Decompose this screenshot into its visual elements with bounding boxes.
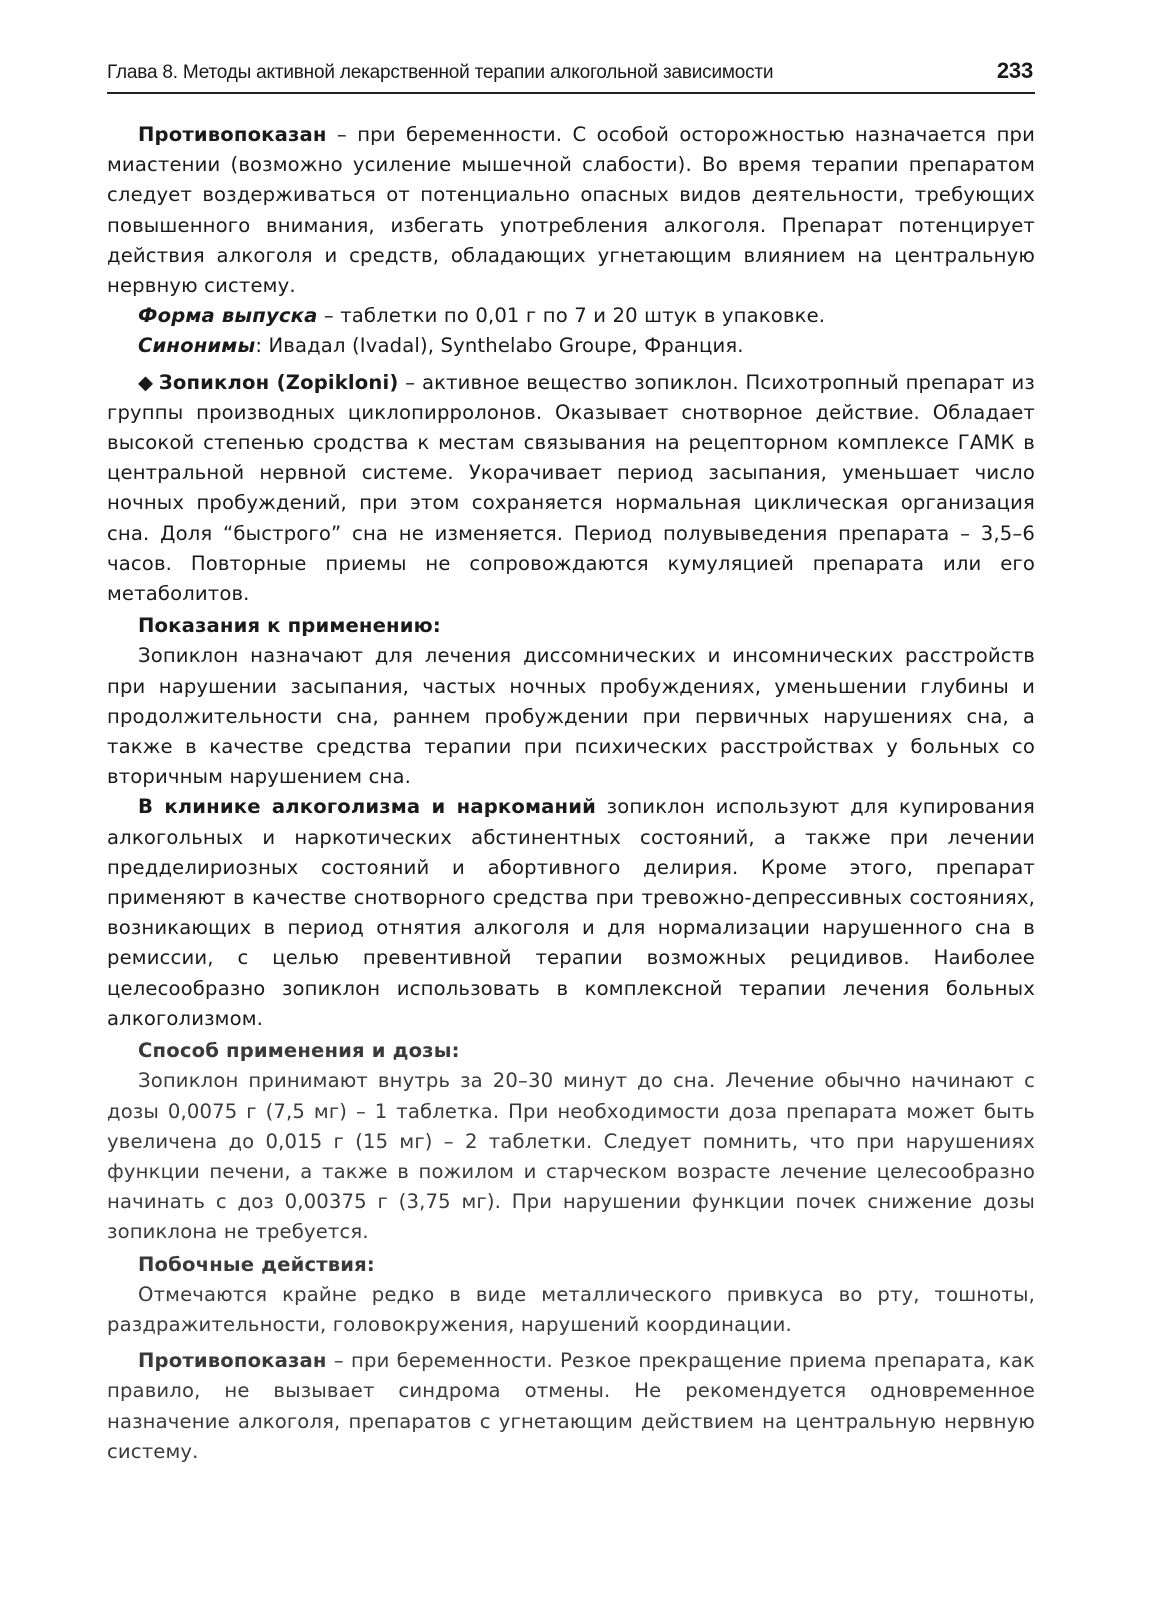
page-body <box>107 120 1035 1467</box>
page-number: 233 <box>996 58 1033 83</box>
paragraph-text: – при беременности. Резкое прекращение приема препарата, как правило, не вызывает синдрома отмены. Не рекомендуется одновременное назначение алкоголя, препаратов с угнетающим действием на центральную нервную систему. <box>107 1349 1035 1463</box>
paragraph-text: : Ивадал (Ivadal), Synthelabo Groupe, Франция. <box>255 334 744 358</box>
section-heading-indications <box>107 611 1035 641</box>
running-header <box>107 58 1035 94</box>
term-contraindicated: Противопоказан <box>138 1349 327 1373</box>
term-release-form: Форма выпуска <box>138 304 318 328</box>
paragraph-text: – при беременности. С особой осторожностью назначается при миастении (возможно усиление мышечной слабости). Во время терапии препаратом следует воздерживаться от потенциально опасных видов деятельности, требующих повышенного внимания, избегать употребления алкоголя. Препарат потенцирует действия алкоголя и средств, обладающих угнетающим влиянием на центральную нервную систему. <box>107 123 1035 298</box>
paragraph-indications <box>107 641 1035 792</box>
heading-text: Побочные действия: <box>138 1252 375 1276</box>
term-synonyms: Синонимы <box>138 334 256 358</box>
paragraph-text: зопиклон используют для купирования алкогольных и наркотических абстинентных состояний, а также при лечении предделириозных состояний и абортивного делирия. Кроме этого, препарат применяют в качестве снотворного средства при тревожно-депрессивных состояниях, возникающих в период отнятия алкоголя и для нормализации нарушенного сна в ремиссии, с целью превентивной терапии возможных рецидивов. Наиболее целесообразно зопиклон использовать в комплексной терапии лечения больных алкоголизмом. <box>107 795 1035 1030</box>
paragraph-zopiclone <box>107 368 1035 610</box>
book-page <box>107 58 1035 1467</box>
paragraph-text: Зопиклон принимают внутрь за 20–30 минут до сна. Лечение обычно начинают с дозы 0,0075 г (7,5 мг) – 1 таблетка. При необходимости доза препарата может быть увеличена до 0,015 г (15 мг) – 2 таблетки. Следует помнить, что при нарушениях функции печени, а также в пожилом и старческом возрасте лечение целесообразно начинать с доз 0,00375 г (3,75 мг). При нарушении функции почек снижение дозы зопиклона не требуется. <box>107 1069 1035 1244</box>
paragraph-contraindications <box>107 120 1035 301</box>
paragraph-dosage <box>107 1066 1035 1247</box>
section-heading-side-effects <box>107 1250 1035 1280</box>
paragraph-side-effects <box>107 1280 1035 1340</box>
paragraph-release-form <box>107 301 1035 331</box>
section-heading-dosage <box>107 1036 1035 1066</box>
heading-text: Показания к применению: <box>138 614 441 638</box>
paragraph-text: Отмечаются крайне редко в виде металлического привкуса во рту, тошноты, раздражительности, головокружения, нарушений координации. <box>107 1282 1035 1336</box>
paragraph-alcoholism-clinic <box>107 792 1035 1034</box>
heading-text: Способ применения и дозы: <box>138 1039 460 1063</box>
term-contraindicated: Противопоказан <box>138 123 327 146</box>
diamond-bullet-icon: ◆ <box>138 370 154 394</box>
paragraph-text: – активное вещество зопиклон. Психотропный препарат из группы производных циклопирролонов. Оказывает снотворное действие. Обладает высокой степенью сродства к местам связывания на рецепторном комплексе ГАМК в центральной нервной системе. Укорачивает период засыпания, уменьшает число ночных пробуждений, при этом сохраняется нормальная циклическая организация сна. Доля “быстрого” сна не изменяется. Период полувыведения препарата – 3,5–6 часов. Повторные приемы не сопровождаются кумуляцией препарата или его метаболитов. <box>107 370 1035 606</box>
paragraph-text: Зопиклон назначают для лечения диссомнических и инсомнических расстройств при нарушении засыпания, частых ночных пробуждениях, уменьшении глубины и продолжительности сна, раннем пробуждении при первичных нарушениях сна, а также в качестве средства терапии при психических расстройствах у больных со вторичным нарушением сна. <box>107 644 1035 789</box>
paragraph-synonyms <box>107 331 1035 361</box>
paragraph-text: – таблетки по 0,01 г по 7 и 20 штук в упаковке. <box>317 304 826 328</box>
term-alcoholism-clinic: В клинике алкоголизма и наркоманий <box>138 795 596 819</box>
chapter-title: Глава 8. Методы активной лекарственной терапии алкогольной зависимости <box>107 62 774 83</box>
drug-name-zopiclone: Зопиклон (Zopikloni) <box>158 370 399 394</box>
paragraph-contraindications-2 <box>107 1346 1035 1467</box>
